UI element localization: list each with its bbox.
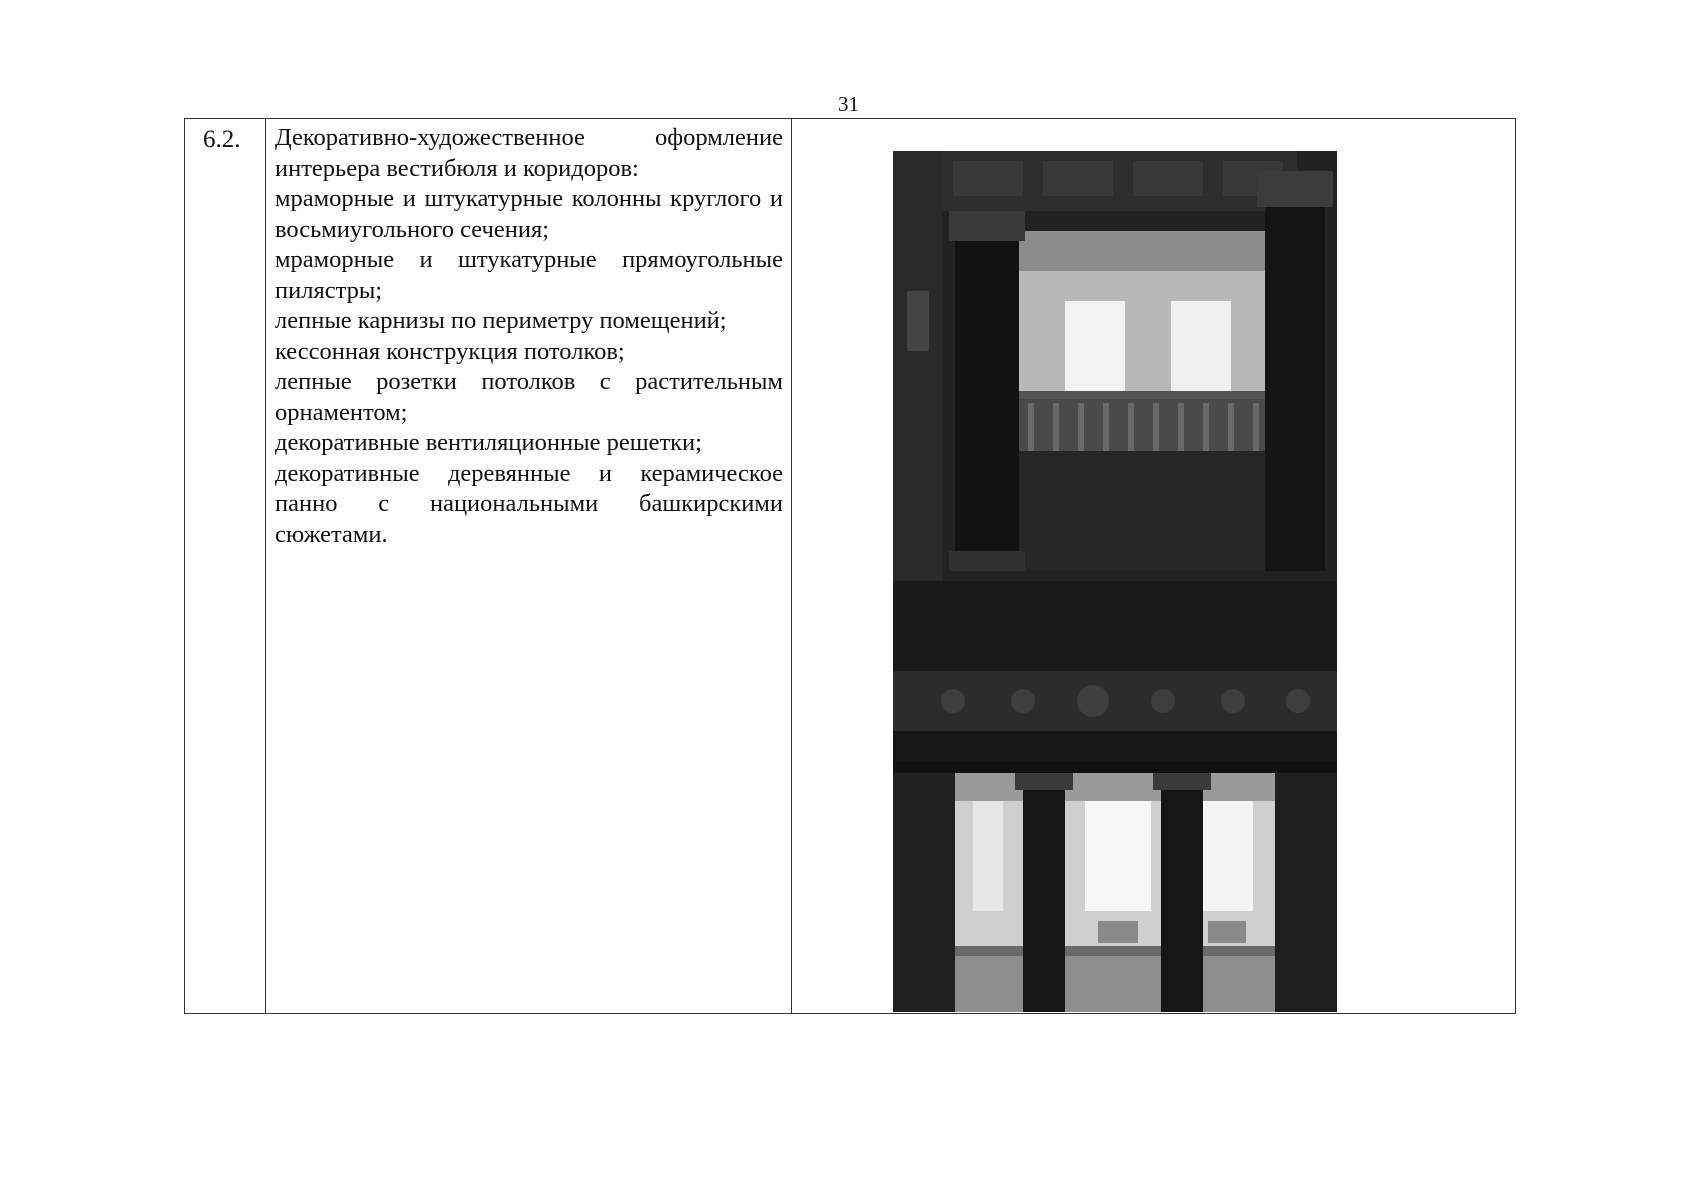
row-number: 6.2.: [203, 126, 241, 153]
description-line: мраморные и штукатурные колонны круглого и восьмиугольного сечения;: [275, 185, 783, 243]
objects-table: [184, 118, 1516, 1014]
description-line: кессонная конструкция потолков;: [275, 337, 625, 365]
description-line: декоративные вентиляционные решетки;: [275, 429, 702, 456]
table-column-divider: [791, 119, 792, 1013]
interior-photo-drawing: [893, 151, 1337, 1012]
description-line: лепные карнизы по периметру помещений;: [275, 307, 727, 334]
row-description: [275, 123, 783, 550]
table-column-divider: [265, 119, 266, 1013]
description-line: Декоративно-художественное оформление интерьера вестибюля и коридоров:: [275, 124, 783, 182]
interior-photo: [893, 151, 1337, 1012]
description-line: мраморные и штукатурные прямоугольные пилястры;: [275, 246, 783, 304]
page-number: 31: [838, 92, 859, 116]
description-line: лепные розетки потолков с растительным орнаментом;: [275, 368, 783, 426]
description-line: декоративные деревянные и керамическое панно с национальными башкирскими сюжетами.: [275, 459, 783, 548]
